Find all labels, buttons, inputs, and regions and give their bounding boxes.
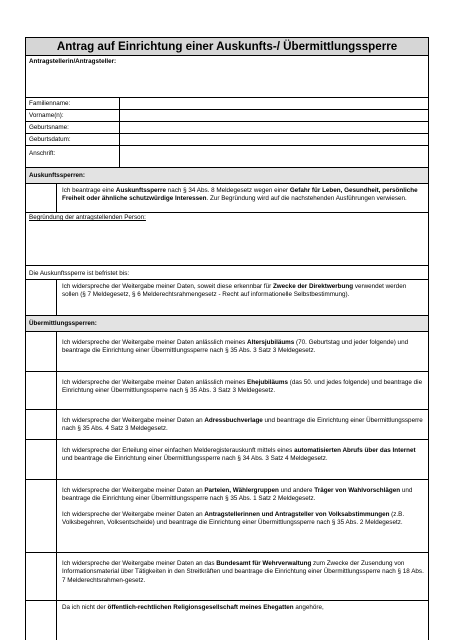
- bold-text: Träger von Wahlvorschlägen: [314, 487, 401, 494]
- text-run: Ich widerspreche der Weitergabe meiner Daten an: [62, 510, 205, 518]
- field-label: Anschrift:: [26, 146, 120, 167]
- befristet-label: Die Auskunftssperre ist befristet bis:: [29, 270, 130, 277]
- option-text: [56, 372, 428, 409]
- field-familienname[interactable]: [26, 97, 428, 109]
- text-run: Da ich nicht der: [62, 604, 108, 611]
- section-heading-auskunftssperren: Auskunftssperren:: [26, 167, 428, 183]
- option-parteien-volksabstimmungen[interactable]: [26, 479, 428, 552]
- field-label: Vorname(n):: [26, 110, 120, 121]
- option-text: [56, 410, 428, 439]
- text-run: Ich widerspreche der Weitergabe meiner Daten an das: [62, 560, 217, 567]
- form-title: Antrag auf Einrichtung einer Auskunfts-/ Übermittlungssperre: [25, 37, 429, 56]
- text-run: Ich widerspreche der Weitergabe meiner Daten anlässlich meines: [62, 379, 248, 386]
- bold-text: Antragstellerinnen und Antragsteller von Volksabstimmungen: [204, 510, 390, 518]
- text-run: (70. Geburtstag und jeder folgende) und beantrage die Einrichtung einer Übermittlungssperre nach § 35 Abs. 3 Satz 3 Meldegesetz.: [62, 339, 409, 355]
- option-internet-abruf[interactable]: [26, 439, 428, 479]
- bold-text: automatisierten Abrufs über das Internet: [294, 447, 416, 454]
- befristet-field[interactable]: [26, 265, 428, 279]
- option-religionsgesellschaft[interactable]: [26, 600, 428, 640]
- text-run: und andere: [278, 487, 315, 494]
- option-text: [56, 280, 428, 315]
- text-run: Ich widerspreche der Erteilung einer einfachen Melderegisterauskunft mittels eines: [62, 447, 295, 454]
- text-run: Ich widerspreche der Weitergabe meiner Daten an: [62, 487, 205, 494]
- option-adressbuchverlage[interactable]: [26, 409, 428, 439]
- option-text: [62, 487, 424, 504]
- field-vorname[interactable]: [26, 109, 428, 121]
- text-run: und beantrage die Einrichtung einer Übermittlungssperre nach § 34 Abs. 3 Satz 4 Meldegesetz.: [62, 455, 328, 463]
- field-anschrift[interactable]: [26, 145, 428, 167]
- bold-text: Ehejubiläums: [247, 379, 288, 386]
- option-text: [62, 511, 424, 528]
- field-label: Familienname:: [26, 98, 120, 109]
- option-text-group: [56, 480, 428, 552]
- field-geburtsname[interactable]: [26, 121, 428, 133]
- text-run: Ich widerspreche der Weitergabe meiner Daten anlässlich meines: [62, 339, 248, 346]
- text-run: (z.B. Volksbegehren, Volksentscheide) und beantrage die Einrichtung einer Übermittlungssperre nach § 35 Abs. 2 Meldegesetz.: [62, 510, 405, 526]
- bold-text: Bundesamt für Wehrverwaltung: [216, 560, 312, 567]
- text-run: (das 50. und jedes folgende) und beantrage die Einrichtung einer Übermittlungssperre nach § 35 Abs. 3 Satz 3 Meldegesetz.: [62, 379, 423, 395]
- applicant-heading: Antragstellerin/Antragsteller:: [29, 58, 117, 65]
- begruendung-label: Begründung der antragstellenden Person:: [29, 214, 146, 221]
- option-ehejubilaeum[interactable]: [26, 371, 428, 409]
- application-form: [25, 55, 429, 640]
- field-label: Geburtsdatum:: [26, 134, 120, 145]
- option-altersjubilaeum[interactable]: [26, 331, 428, 371]
- bold-text: Gefahr für Leben, Gesundheit, persönliche Freiheit oder ähnliche schutzwürdige Interessen: [62, 187, 418, 203]
- option-text: [56, 440, 428, 479]
- text-run: Ich widerspreche der Weitergabe meiner Daten an: [62, 417, 205, 424]
- option-text: [56, 601, 428, 640]
- option-text: [56, 553, 428, 600]
- option-wehrverwaltung[interactable]: [26, 552, 428, 600]
- text-run: nach § 34 Abs. 8 Meldegesetz wegen einer: [165, 187, 290, 194]
- bold-text: Adressbuchverlage: [204, 417, 263, 424]
- bold-text: Altersjubiläums: [247, 339, 295, 346]
- bold-text: öffentlich-rechtlichen Religionsgesellschaft meines Ehegatten: [107, 604, 294, 611]
- bold-text: Auskunftssperre: [115, 187, 166, 194]
- option-text: [56, 332, 428, 371]
- text-run: und beantrage die Einrichtung einer Übermittlungssperre nach § 35 Abs. 4 Satz 3 Meldegesetz.: [62, 417, 423, 433]
- text-run: Ich beantrage eine: [62, 187, 116, 194]
- text-run: verwendet werden sollen (§ 7 Meldegesetz, § 6 Melderechtsrahmengesetz - Recht auf informationelle Selbstbestimmung).: [62, 283, 407, 299]
- field-geburtsdatum[interactable]: [26, 133, 428, 145]
- bold-text: Parteien, Wählergruppen: [204, 487, 279, 494]
- text-run: zum Zwecke der Zusendung von Informationsmaterial über Tätigkeiten in den Streitkräften und beantrage die Einrichtung einer Übermittlungssperre nach § 18 Abs. 7 Melderechtsrahmen-gesetz.: [62, 560, 424, 584]
- option-auskunftssperre[interactable]: [26, 183, 428, 212]
- text-run: Ich widerspreche der Weitergabe meiner Daten, soweit diese erkennbar für: [62, 283, 273, 290]
- option-text: [56, 184, 428, 212]
- field-label: Geburtsname:: [26, 122, 120, 133]
- text-run: . Zur Begründung wird auf die nachstehenden Ausführungen verwiesen.: [206, 195, 407, 203]
- text-run: und beantrage die Einrichtung einer Übermittlungssperre nach § 35 Abs. 1 Satz 2 Meldegesetz.: [62, 487, 413, 503]
- option-direktwerbung[interactable]: [26, 279, 428, 315]
- begruendung-field[interactable]: [26, 212, 428, 265]
- bold-text: Zwecke der Direktwerbung: [272, 283, 354, 290]
- text-run: angehöre,: [293, 604, 324, 611]
- section-heading-uebermittlungssperren: Übermittlungssperren:: [26, 315, 428, 331]
